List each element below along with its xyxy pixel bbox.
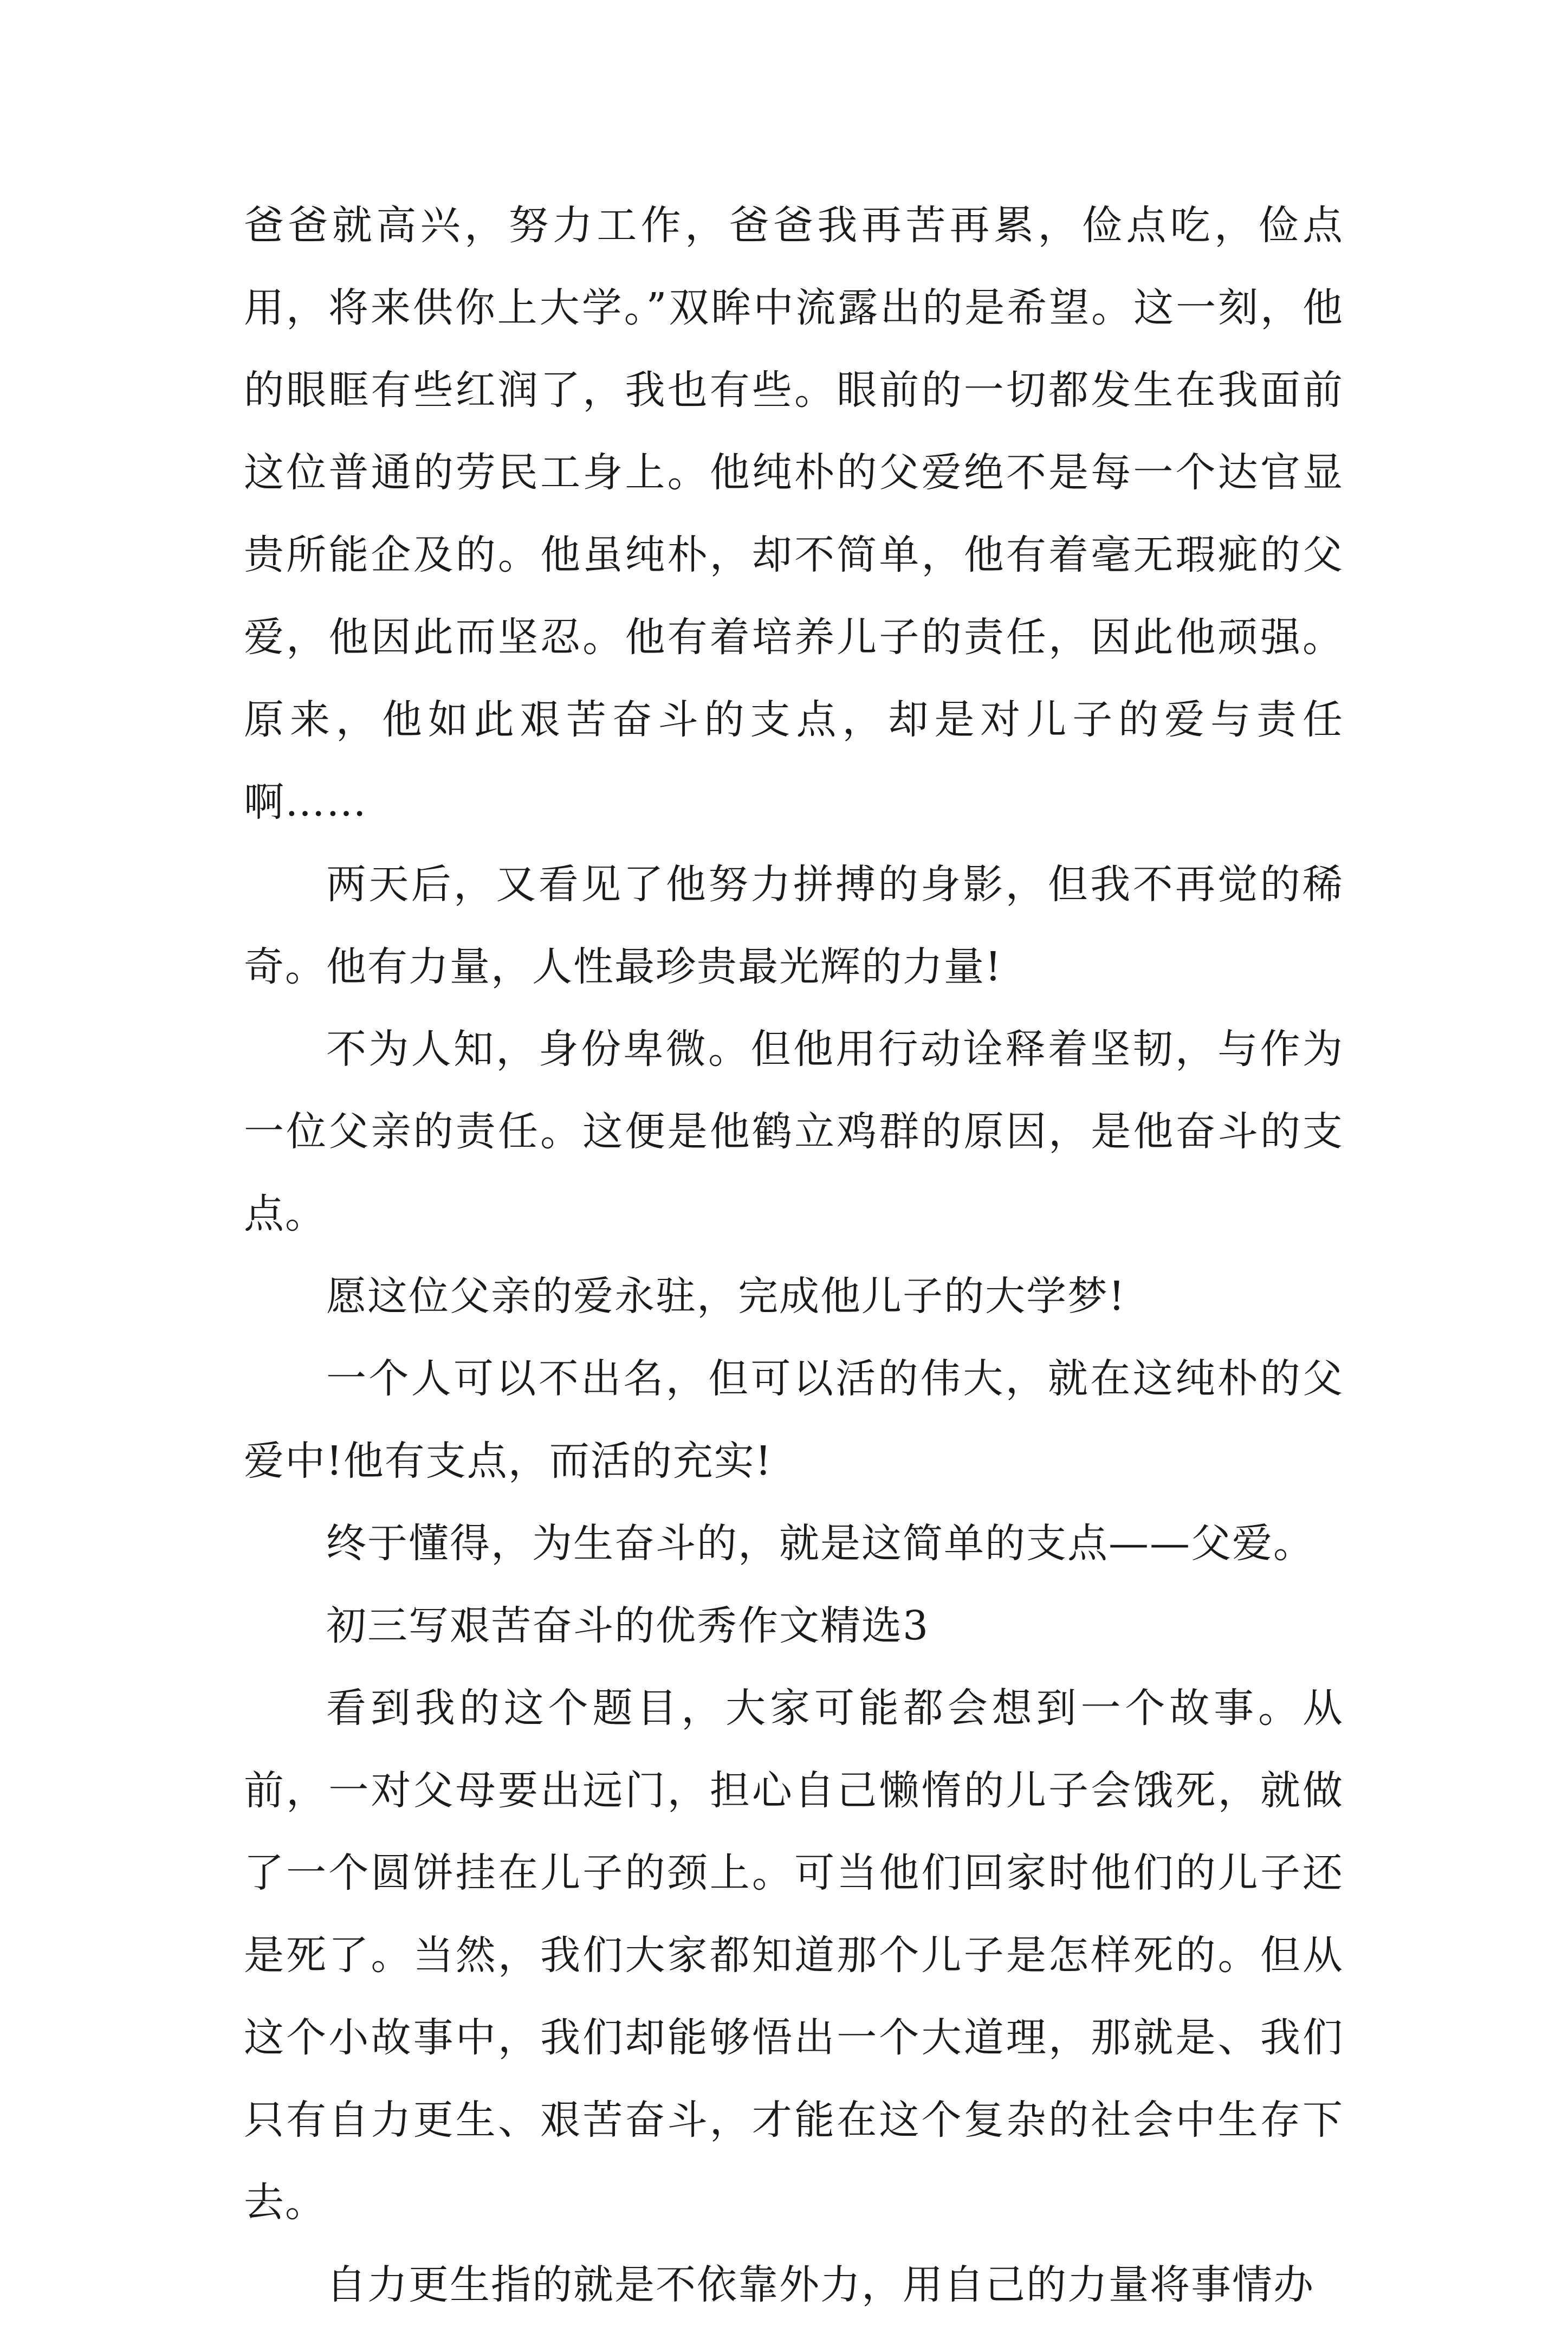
paragraph-5: 一个人可以不出名，但可以活的伟大，就在这纯朴的父爱中!他有支点，而活的充实!: [244, 1355, 1344, 1484]
paragraph-1: 爸爸就高兴，努力工作，爸爸我再苦再累，俭点吃，俭点用，将来供你上大学。”双眸中流露出的是希望。这一刻，他的眼眶有些红润了，我也有些。眼前的一切都发生在我面前这位普通的劳民工身上。他纯朴的父爱绝不是每一个达官显贵所能企及的。他虽纯朴，却不简单，他有着毫无瑕疵的父爱，他因此而坚忍。他有着培养儿子的责任，因此他顽强。原来，他如此艰苦奋斗的支点，却是对儿子的爱与责任啊……: [244, 202, 1344, 825]
paragraph-6: 终于懂得，为生奋斗的，就是这简单的支点——父爱。: [326, 1520, 1314, 1567]
paragraph-3: 不为人知，身份卑微。但他用行动诠释着坚韧，与作为一位父亲的责任。这便是他鹤立鸡群的原因，是他奋斗的支点。: [244, 1026, 1344, 1237]
document-body: [244, 184, 1344, 2326]
paragraph-4: 愿这位父亲的爱永驻，完成他儿子的大学梦!: [326, 1273, 1126, 1320]
paragraph-2: 两天后，又看见了他努力拼搏的身影，但我不再觉的稀奇。他有力量，人性最珍贵最光辉的力量!: [244, 861, 1344, 990]
paragraph-7: 看到我的这个题目，大家可能都会想到一个故事。从前，一对父母要出远门，担心自己懒惰的儿子会饿死，就做了一个圆饼挂在儿子的颈上。可当他们回家时他们的儿子还是死了。当然，我们大家都知道那个儿子是怎样死的。但从这个小故事中，我们却能够悟出一个大道理，那就是、我们只有自力更生、艰苦奋斗，才能在这个复杂的社会中生存下去。: [244, 1685, 1344, 2226]
section-heading: 初三写艰苦奋斗的优秀作文精选3: [326, 1603, 930, 1649]
paragraph-8: 自力更生指的就是不依靠外力，用自己的力量将事情办: [326, 2262, 1314, 2308]
